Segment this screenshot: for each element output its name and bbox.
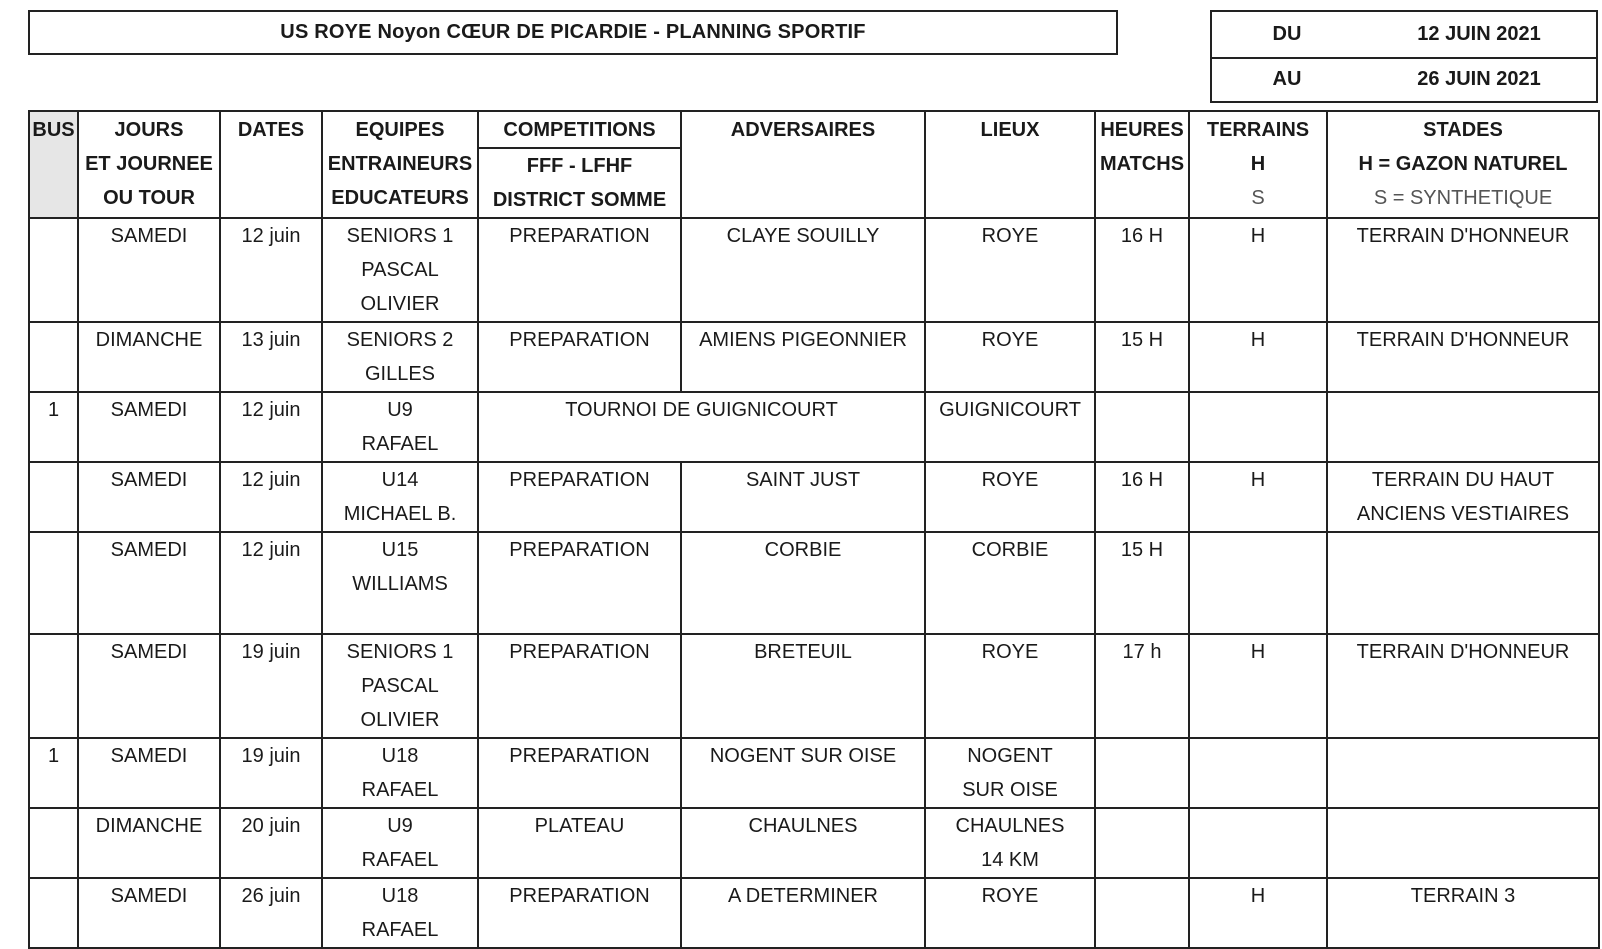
col-header-heures: HEURES MATCHS [1095, 111, 1189, 218]
cell-competition-text: PREPARATION [509, 641, 650, 663]
document-title [28, 10, 1118, 55]
cell-line: TERRAIN DU HAUT [1371, 469, 1555, 491]
cell-line: TERRAIN D'HONNEUR [1356, 225, 1570, 247]
cell-date [220, 462, 322, 532]
cell-bus [29, 878, 78, 948]
period-end-row [1212, 57, 1596, 102]
cell-terrain [1189, 392, 1327, 462]
cell-bus [29, 532, 78, 634]
cell-terrain [1189, 532, 1327, 634]
cell-heure [1095, 532, 1189, 634]
cell-bus [29, 738, 78, 808]
cell-jour [78, 322, 220, 392]
table-row [29, 218, 1599, 322]
cell-line: GUIGNICOURT [939, 399, 1081, 421]
cell-terrain-text: H [1250, 225, 1266, 247]
col-header-adversaires: ADVERSAIRES [681, 111, 925, 218]
cell-stade [1327, 218, 1599, 322]
cell-equipe [322, 634, 478, 738]
document-title-text: US ROYE Noyon CŒUR DE PICARDIE - PLANNING SPORTIF [280, 21, 866, 43]
cell-equipe [322, 878, 478, 948]
cell-lieu [925, 392, 1095, 462]
cell-line: PASCAL [361, 259, 439, 281]
cell-lieu [925, 532, 1095, 634]
cell-heure [1095, 322, 1189, 392]
cell-stade [1327, 808, 1599, 878]
cell-terrain [1189, 878, 1327, 948]
cell-heure-text: 15 H [1120, 539, 1164, 561]
cell-adversaire-text: AMIENS PIGEONNIER [699, 329, 907, 351]
cell-date-text: 12 juin [241, 399, 301, 421]
cell-adversaire [681, 878, 925, 948]
cell-competition [478, 462, 681, 532]
cell-terrain-text: H [1250, 469, 1266, 491]
cell-equipe [322, 738, 478, 808]
cell-adversaire-text: NOGENT SUR OISE [709, 745, 897, 767]
cell-adversaire-text: A DETERMINER [727, 885, 879, 907]
cell-line: WILLIAMS [352, 573, 448, 595]
col-header-equipes: EQUIPES ENTRAINEURS EDUCATEURS [322, 111, 478, 218]
period-end-value: 26 JUIN 2021 [1417, 68, 1541, 90]
cell-date [220, 634, 322, 738]
cell-jour [78, 738, 220, 808]
period-end-label: AU [1272, 68, 1302, 90]
cell-jour [78, 878, 220, 948]
col-header-terrains: TERRAINS H S [1189, 111, 1327, 218]
cell-equipe [322, 392, 478, 462]
col-header-lieux: LIEUX [925, 111, 1095, 218]
cell-line: CHAULNES [955, 815, 1065, 837]
col-header-stades: STADES H = GAZON NATUREL S = SYNTHETIQUE [1327, 111, 1599, 218]
period-start-value: 12 JUIN 2021 [1417, 23, 1541, 45]
cell-jour-text: SAMEDI [110, 641, 188, 663]
header-row [29, 111, 1599, 218]
cell-adversaire [681, 808, 925, 878]
cell-equipe [322, 808, 478, 878]
cell-line: RAFAEL [361, 919, 439, 941]
cell-heure [1095, 392, 1189, 462]
cell-bus-text: 1 [47, 745, 60, 767]
schedule-table [28, 110, 1600, 949]
cell-jour-text: SAMEDI [110, 399, 188, 421]
cell-lieu [925, 634, 1095, 738]
cell-stade [1327, 738, 1599, 808]
cell-line: ANCIENS VESTIAIRES [1356, 503, 1570, 525]
schedule-body [29, 218, 1599, 948]
cell-bus-text: 1 [47, 399, 60, 421]
period-start-label: DU [1272, 23, 1302, 45]
cell-competition [478, 532, 681, 634]
cell-date-text: 12 juin [241, 225, 301, 247]
cell-competition-text: PLATEAU [534, 815, 625, 837]
cell-jour-text: SAMEDI [110, 885, 188, 907]
cell-jour-text: SAMEDI [110, 469, 188, 491]
table-row [29, 634, 1599, 738]
cell-date-text: 19 juin [241, 745, 301, 767]
cell-lieu [925, 322, 1095, 392]
cell-heure-text: 15 H [1120, 329, 1164, 351]
cell-competition-text: PREPARATION [509, 329, 650, 351]
table-row [29, 878, 1599, 948]
cell-date [220, 532, 322, 634]
cell-date-text: 12 juin [241, 539, 301, 561]
col-header-bus: BUS [29, 111, 78, 218]
cell-terrain [1189, 218, 1327, 322]
cell-date-text: 20 juin [241, 815, 301, 837]
cell-adversaire [681, 322, 925, 392]
cell-line: U9 [387, 399, 413, 421]
cell-line: ROYE [981, 885, 1039, 907]
cell-jour [78, 392, 220, 462]
cell-adversaire [681, 634, 925, 738]
cell-line: GILLES [364, 363, 436, 385]
table-row [29, 532, 1599, 634]
cell-competition [478, 634, 681, 738]
cell-line: 14 KM [981, 849, 1039, 871]
cell-heure [1095, 634, 1189, 738]
cell-line: RAFAEL [361, 849, 439, 871]
cell-competition-merged-text: TOURNOI DE GUIGNICOURT [565, 399, 838, 421]
col-header-jours: JOURS ET JOURNEE OU TOUR [78, 111, 220, 218]
cell-bus [29, 218, 78, 322]
cell-adversaire [681, 462, 925, 532]
cell-bus [29, 808, 78, 878]
cell-terrain [1189, 738, 1327, 808]
cell-date-text: 26 juin [241, 885, 301, 907]
cell-lieu [925, 878, 1095, 948]
cell-line: OLIVIER [360, 293, 440, 315]
cell-terrain [1189, 462, 1327, 532]
cell-date [220, 878, 322, 948]
cell-stade [1327, 462, 1599, 532]
cell-date [220, 218, 322, 322]
cell-line: ROYE [981, 225, 1039, 247]
cell-line: U15 [381, 539, 419, 561]
cell-line: SUR OISE [962, 779, 1058, 801]
cell-line: SENIORS 2 [346, 329, 454, 351]
cell-heure [1095, 808, 1189, 878]
cell-date [220, 808, 322, 878]
cell-adversaire-text: SAINT JUST [745, 469, 861, 491]
cell-line: CORBIE [971, 539, 1049, 561]
cell-lieu [925, 738, 1095, 808]
cell-adversaire-text: BRETEUIL [754, 641, 852, 663]
cell-jour [78, 634, 220, 738]
cell-line: TERRAIN D'HONNEUR [1356, 329, 1570, 351]
cell-stade [1327, 878, 1599, 948]
cell-date [220, 738, 322, 808]
cell-line: SENIORS 1 [346, 641, 454, 663]
cell-competition-text: PREPARATION [509, 745, 650, 767]
cell-competition [478, 878, 681, 948]
cell-competition-text: PREPARATION [509, 225, 650, 247]
cell-terrain-text: H [1250, 885, 1266, 907]
cell-competition [478, 808, 681, 878]
cell-competition-text: PREPARATION [509, 469, 650, 491]
cell-competition [478, 738, 681, 808]
cell-line: U18 [381, 745, 419, 767]
cell-jour [78, 532, 220, 634]
table-row [29, 322, 1599, 392]
cell-competition [478, 322, 681, 392]
cell-stade [1327, 532, 1599, 634]
col-header-dates: DATES [220, 111, 322, 218]
cell-jour-text: SAMEDI [110, 539, 188, 561]
table-row [29, 738, 1599, 808]
period-start-row [1212, 12, 1596, 59]
cell-adversaire [681, 218, 925, 322]
cell-line: ROYE [981, 641, 1039, 663]
cell-heure [1095, 462, 1189, 532]
cell-terrain-text: H [1250, 641, 1266, 663]
cell-terrain-text: H [1250, 329, 1266, 351]
cell-adversaire-text: CHAULNES [748, 815, 858, 837]
cell-bus [29, 322, 78, 392]
cell-heure [1095, 738, 1189, 808]
cell-competition-merged [478, 392, 925, 462]
cell-adversaire-text: CLAYE SOUILLY [726, 225, 880, 247]
table-row [29, 392, 1599, 462]
cell-jour-text: DIMANCHE [95, 815, 203, 837]
cell-jour [78, 218, 220, 322]
cell-line: SENIORS 1 [346, 225, 454, 247]
cell-date-text: 19 juin [241, 641, 301, 663]
cell-terrain [1189, 808, 1327, 878]
cell-adversaire [681, 738, 925, 808]
cell-line: RAFAEL [361, 779, 439, 801]
table-row [29, 462, 1599, 532]
cell-competition [478, 218, 681, 322]
cell-terrain [1189, 634, 1327, 738]
cell-adversaire-text: CORBIE [764, 539, 842, 561]
cell-jour [78, 808, 220, 878]
cell-stade [1327, 634, 1599, 738]
cell-line: PASCAL [361, 675, 439, 697]
cell-heure [1095, 218, 1189, 322]
cell-jour [78, 462, 220, 532]
cell-line: NOGENT [967, 745, 1053, 767]
period-box [1210, 10, 1598, 103]
cell-equipe [322, 532, 478, 634]
cell-line: U18 [381, 885, 419, 907]
cell-jour-text: SAMEDI [110, 745, 188, 767]
cell-line: MICHAEL B. [343, 503, 457, 525]
cell-adversaire [681, 532, 925, 634]
cell-line: TERRAIN D'HONNEUR [1356, 641, 1570, 663]
col-header-competitions: COMPETITIONS FFF - LFHF DISTRICT SOMME [478, 111, 681, 218]
cell-line: TERRAIN 3 [1410, 885, 1516, 907]
cell-date-text: 13 juin [241, 329, 301, 351]
cell-heure-text: 16 H [1120, 469, 1164, 491]
cell-bus [29, 462, 78, 532]
table-row [29, 808, 1599, 878]
cell-competition-text: PREPARATION [509, 885, 650, 907]
cell-heure-text: 16 H [1120, 225, 1164, 247]
cell-bus [29, 634, 78, 738]
cell-line: U14 [381, 469, 419, 491]
cell-stade [1327, 322, 1599, 392]
cell-equipe [322, 462, 478, 532]
cell-date [220, 392, 322, 462]
cell-jour-text: DIMANCHE [95, 329, 203, 351]
cell-stade [1327, 392, 1599, 462]
cell-line: U9 [387, 815, 413, 837]
cell-lieu [925, 808, 1095, 878]
cell-heure [1095, 878, 1189, 948]
cell-heure-text: 17 h [1122, 641, 1162, 663]
cell-lieu [925, 462, 1095, 532]
cell-lieu [925, 218, 1095, 322]
cell-line: RAFAEL [361, 433, 439, 455]
cell-date [220, 322, 322, 392]
cell-equipe [322, 322, 478, 392]
cell-terrain [1189, 322, 1327, 392]
cell-date-text: 12 juin [241, 469, 301, 491]
cell-line: OLIVIER [360, 709, 440, 731]
cell-line: ROYE [981, 329, 1039, 351]
cell-equipe [322, 218, 478, 322]
cell-line: ROYE [981, 469, 1039, 491]
cell-bus [29, 392, 78, 462]
cell-competition-text: PREPARATION [509, 539, 650, 561]
cell-jour-text: SAMEDI [110, 225, 188, 247]
